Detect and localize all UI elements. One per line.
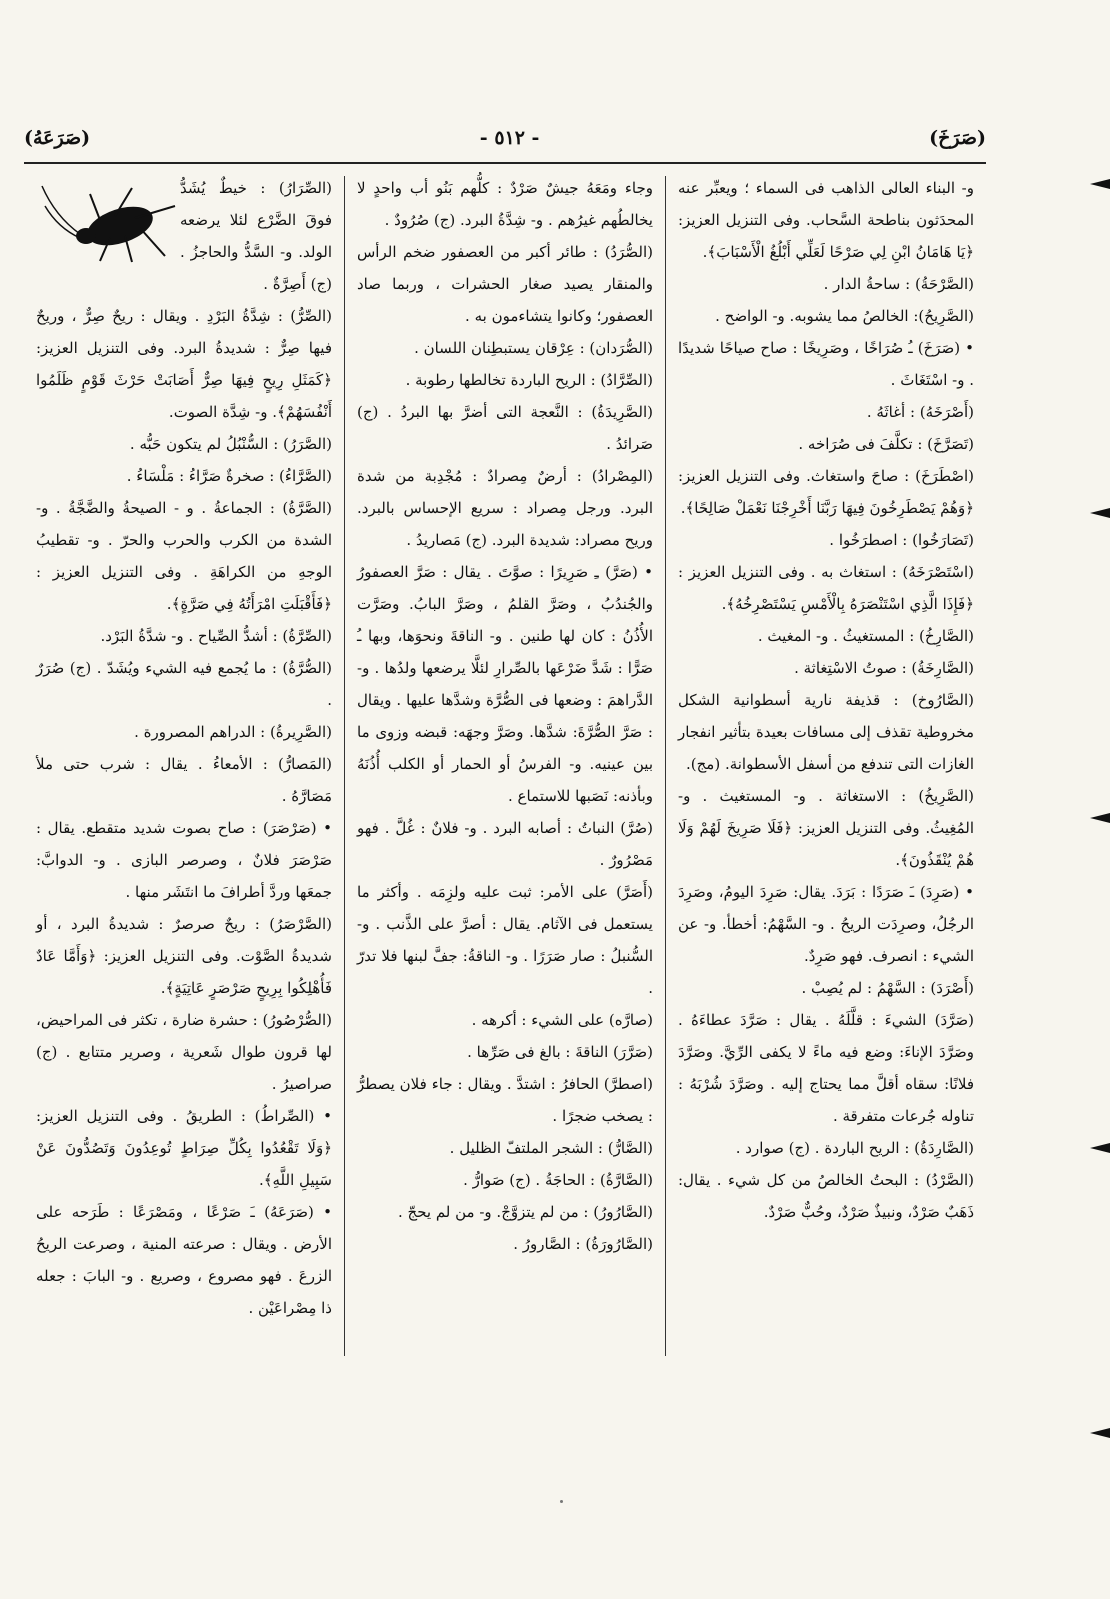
column-middle [345,172,665,1472]
dictionary-entry: (الصَّارُوخ) : قذيفة نارية أسطوانية الشكل مخروطية تقذف إلى مسافات بعيدة بتأثير انفجار الغازات التى تندفع من أسفل الأسطوانة. (مج). [678,691,974,773]
dictionary-entry: (اصطرَّ) الحافرُ : اشتدَّ . ويقال : جاء فلان يصطرُّ : يصخب ضجرًا . [357,1075,653,1125]
dictionary-entry: (الصَّارِخُ) : المستغيثُ . و- المغيث . [757,627,974,645]
dictionary-entry: (الصَّارِخَةُ) : صوتُ الاسْتِغاثة . [794,659,974,677]
columns [24,172,986,1472]
dictionary-entry: (الصَّارُّ) : الشجر الملتفّ الظليل . [449,1139,653,1157]
dictionary-entry: (الصُّرْصُورُ) : حشرة ضارة ، تكثر فى المراحيض، لها قرون طوال شَعرية ، وصرير متتابع . (ج) صراصيرُ . [36,1011,332,1093]
dictionary-entry: • (صَرِدَ) ـَ صَرَدًا : بَرَدَ. يقال: صَرِدَ اليومُ، وصَرِدَ الرجُلُ، وصرِدَت الريحُ . و- السَّهْمُ: أخطأ. و- عن الشيء : انصرف. فهو صَرِدٌ. [678,883,974,965]
dictionary-entry: • (صَرْصَرَ) : صاح بصوت شديد متقطع. يقال : صَرْصَرَ فلانٌ ، وصرصر البازى . و- الدوابَّ: جمعَها وردَّ أطرافَ ما انتَشَر منها . [36,819,332,901]
dictionary-entry: (المِصْرادُ) : أرضٌ مِصرادٌ : مُجْدِبة من شدة البرد. ورجل مِصراد : سريع الإحساس بالبرد. وريح مصراد: شديدة البرد. (ج) مَصاريدُ . [357,467,653,549]
dictionary-entry: (الصُّرَدُ) : طائر أكبر من العصفور ضخم الرأس والمنقار يصيد صغار الحشرات ، وربما صاد العصفور؛ وكانوا يتشاءمون به . [357,243,653,325]
dictionary-entry: (الصَّارَّةُ) : الحاجَةُ . (ج) صَوارُّ . [463,1171,653,1189]
dictionary-entry: (الصُّرَدان) : عِرْقان يستبطِنان اللسان . [414,339,653,357]
dictionary-entry: و- البناء العالى الذاهب فى السماء ؛ ويعبِّر عنه المحدَثون بناطحة السَّحاب. وفى التنزيل العزيز: ﴿يَا هَامَانُ ابْنِ لِي صَرْحًا لَعَلِّي أَبْلُغُ الْأَسْبَابَ﴾. [678,179,974,261]
dictionary-entry: • (صَرَّ) ـِ صَرِيرًا : صوَّتَ . يقال : صَرَّ العصفورُ والجُندُبُ ، وصَرَّ القلمُ ، وصَرَّ البابُ. وصَرَّت الأُذُنُ : كان لها طنين . و- الناقةَ ونحوَها، وبها ـُ صَرًّا : شَدَّ ضَرْعَها بالصِّرارِ لئلَّا يرضعها ولدُها . و- الدَّراهمَ : وضعها فى الصُّرَّة وشدَّها عليها . ويقال : صَرَّ الصُّرَّةَ: شدَّها. وصَرَّ وجهَه: قبضه وزوى ما بين عينيه. و- الفرسُ أو الحمار أو الكلب أُذُنَهُ وبأذنه: نَصَبها للاستماع . [357,563,653,805]
dictionary-entry: (الصَّرَّةُ) : الجماعةُ . و - الصيحةُ والضَّجَّةُ . و- الشدة من الكرب والحرب والحرّ . و- تقطيبُ الوجهِ من الكراهَةِ . وفى التنزيل العزيز : ﴿فَأَقْبَلَتِ امْرَأَتُهُ فِي صَرَّةٍ﴾. [36,499,332,613]
dictionary-entry: (الصَّرِيدَةُ) : النَّعجة التى أضرَّ بها البردُ . (ج) صَرائدُ . [357,403,653,453]
page-header [24,118,986,158]
dictionary-entry: (الصَّارُورُ) : من لم يتزوَّجْ. و- من لم يحجّ . [397,1203,653,1221]
dictionary-entry: (المَصارُّ) : الأمعاءُ . يقال : شرب حتى ملأ مَصَارَّهُ . [36,755,332,805]
dictionary-entry: • (صَرَخَ) ـُ صُرَاخًا ، وصَرِيخًا : صاح صياحًا شديدًا . و- اسْتَغَاثَ . [678,339,974,389]
column-left [24,172,344,1472]
dictionary-entry: (صَرَّرَ) الناقةَ : بالغ فى صَرِّها . [467,1043,653,1061]
header-rule [24,162,986,164]
dictionary-entry: (الصَّرَرُ) : السُّنْبُلُ لم يتكون حَبُّه . [129,435,332,453]
dictionary-entry: (الصُّرَّةُ) : ما يُجمع فيه الشيء ويُشَدّ . (ج) صُرَرٌ . [36,659,332,709]
dictionary-entry: • (صَرَعَهُ) ـَ صَرْعًا ، ومَصْرَعًا : طَرَحه على الأرض . ويقال : صرعته المنية ، وصرعت الريحُ الزرعَ . فهو مصروع ، وصريع . و- البابَ : جعله ذا مِصْراعَيْن . [36,1203,332,1317]
dictionary-entry: وجاء ومَعَهُ جيشٌ صَرْدٌ : كلُّهم بَنُو أب واحدٍ لا يخالطُهم غيرُهم . و- شِدَّةُ البرد. (ج) صُرُودٌ . [357,179,653,229]
dictionary-entry: (صُرَّ) النباتُ : أصابه البرد . و- فلانٌ : غُلَّ . فهو مَصْرُورٌ . [357,819,653,869]
dictionary-entry: (صَرَّدَ) الشيءَ : قلَّلَهُ . يقال : صَرَّدَ عطاءَهُ . وصَرَّدَ الإناءَ: وضع فيه ماءً لا يكفى الرِّيَّ. وصَرَّدَ فلانًا: سقاه أقلَّ مما يحتاج إليه . وصَرَّدَ شُرْبَهُ : تناوله جُرعات متفرقة . [678,1011,974,1125]
column-divider [344,176,345,1356]
margin-mark [1090,176,1110,190]
dictionary-entry: (أَصْرَخَهُ) : أغاثَهُ . [866,403,974,421]
dictionary-entry: (الصِّرَّادُ) : الريح الباردة تخالطها رطوبة . [405,371,653,389]
dictionary-entry: (أَصَرَّ) على الأمر: ثبت عليه ولزِمَه . وأكثر ما يستعمل فى الآثام. يقال : أصرَّ على الذَّنب . و- السُّنبلُ : صار صَرَرًا . و- الناقةُ: جفَّ لبنها فلا تدرّ . [357,883,653,997]
dictionary-entry: (الصَّرَّاءُ) : صخرةٌ صَرَّاءُ : مَلْسَاءُ . [126,467,332,485]
dictionary-entry: (الصَّرِيحُ): الخالصُ مما يشوبه. و- الواضح . [715,307,974,325]
footer-dot [560,1500,563,1503]
margin-mark [1090,1425,1110,1439]
dictionary-entry: (الصِّرَارُ) : خيطٌ يُشَدُّ فوقَ الضَّرْع لئلا يرضعه الولد. و- السَّدُّ والحاجزُ . (ج) أَصِرَّةٌ . [180,179,332,293]
margin-mark [1090,505,1110,519]
dictionary-entry: (الصَّرِيرةُ) : الدراهم المصرورة . [134,723,332,741]
dictionary-entry: (تَصَارَخُوا) : اصطرَخُوا . [829,531,974,549]
page-number: - ٥١٢ - [479,127,540,149]
dictionary-entry: (أَصْرَدَ) : السَّهْمُ : لم يُصِبْ . [801,979,974,997]
dictionary-entry: (الصِّرَّةُ) : أشدُّ الصِّياح . و- شدَّةُ البَرْد. [100,627,332,645]
header-right-word: (صَرَخَ) [929,127,986,149]
dictionary-entry: (الصِّرُّ) : شِدَّةُ البَرْدِ . ويقال : ريحٌ صِرٌّ ، وريحٌ فيها صِرٌّ : شديدةُ البرد. وفى التنزيل العزيز:﴿كَمَثَلِ رِيحٍ فِيهَا صِرٌّ أَصَابَتْ حَرْثَ قَوْمٍ ظَلَمُوا أَنْفُسَهُمْ﴾. و- شِدَّة الصوت. [36,307,332,421]
dictionary-entry: (الصَّارُورَةُ) : الصَّارورُ . [513,1235,653,1253]
dictionary-entry: (الصَّرِيخُ) : الاستغاثة . و- المستغيث . و- المُغِيثُ. وفى التنزيل العزيز: ﴿فَلَا صَرِيخَ لَهُمْ وَلَا هُمْ يُنْقَذُونَ﴾. [678,787,974,869]
dictionary-entry: (الصَّرْدُ) : البحتُ الخالصُ من كل شيء . يقال: ذَهَبٌ صَرْدٌ، ونبيذٌ صَرْدٌ، وحُبٌّ صَرْدٌ. [678,1171,974,1221]
header-left-word: (صَرَعَهُ) [24,127,91,149]
dictionary-entry: (الصَّارِدَةُ) : الريح الباردة . (ج) صوارد . [735,1139,974,1157]
column-right [666,172,986,1472]
column-divider [665,176,666,1356]
margin-mark [1090,810,1110,824]
dictionary-entry: (الصَّرْصَرُ) : ريحٌ صرصرٌ : شديدةُ البرد ، أو شديدةُ الصَّوْت. وفى التنزيل العزيز: ﴿وَأَمَّا عَادٌ فَأُهْلِكُوا بِرِيحٍ صَرْصَرٍ عَاتِيَةٍ﴾. [36,915,332,997]
dictionary-entry: (صارَّه) على الشيء : أكرهه . [471,1011,653,1029]
cockroach-illustration [40,176,180,266]
dictionary-entry: (الصَّرْحَةُ) : ساحةُ الدار . [823,275,974,293]
dictionary-entry: (اصْطَرَخَ) : صاحَ واستغاث. وفى التنزيل العزيز: ﴿وَهُمْ يَصْطَرِخُونَ فِيهَا رَبَّنَا أَخْرِجْنَا نَعْمَلْ صَالِحًا﴾. [678,467,974,517]
dictionary-entry: (تَصَرَّخَ) : تكلَّفَ فى صُرَاخه . [798,435,974,453]
margin-mark [1090,1140,1110,1154]
dictionary-entry: (اسْتَصْرَخَهُ) : استغاث به . وفى التنزيل العزيز : ﴿فَإِذَا الَّذِي اسْتَنْصَرَهُ بِالْأَمْسِ يَسْتَصْرِخُهُ﴾. [678,563,974,613]
dictionary-entry: • (الصِّراطُ) : الطريقُ . وفى التنزيل العزيز: ﴿وَلَا تَقْعُدُوا بِكُلِّ صِرَاطٍ تُوعِدُونَ وَتَصُدُّونَ عَنْ سَبِيلِ اللَّهِ﴾. [36,1107,332,1189]
